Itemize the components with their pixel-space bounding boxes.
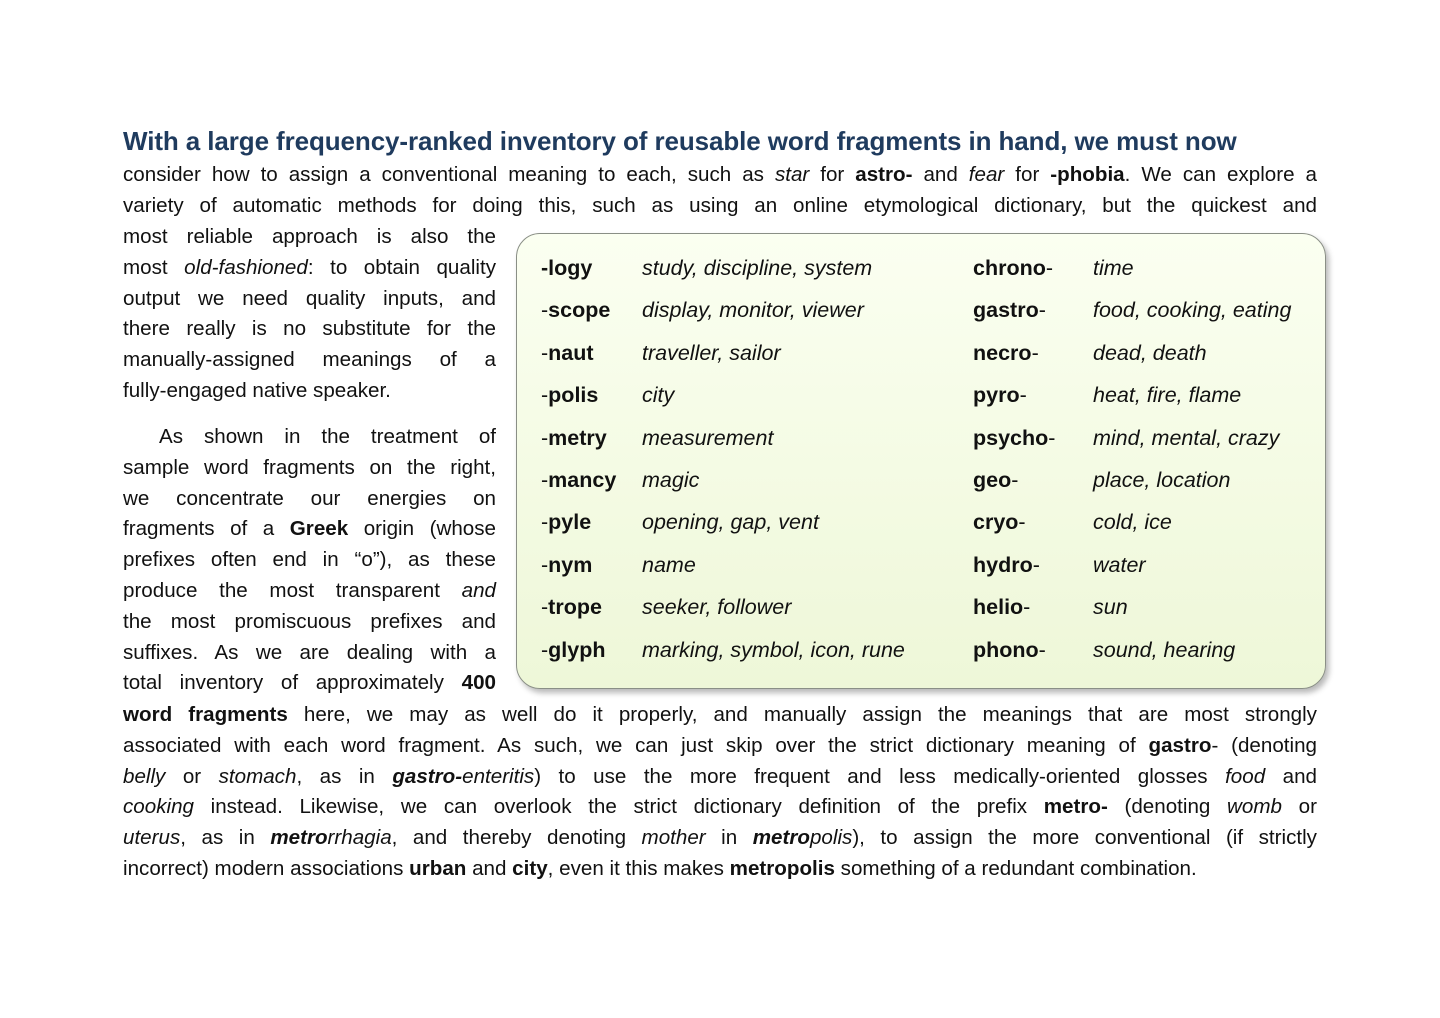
fragment-row (517, 590, 1325, 624)
text-line: most reliable approach is also the (123, 225, 496, 248)
text-line: incorrect) modern associations urban and city, even it this makes metropolis something of a redundant combination. (123, 856, 1197, 880)
page-heading: With a large frequency-ranked inventory of reusable word fragments in hand, we must now (123, 126, 1237, 156)
fragment-row (517, 548, 1325, 582)
prefix-meaning: food, cooking, eating (1093, 298, 1292, 323)
fragment-row (517, 463, 1325, 497)
prefix-meaning: heat, fire, flame (1093, 383, 1242, 408)
prefix-fragment: hydro- (973, 552, 1040, 577)
prefix-meaning: sun (1093, 595, 1128, 620)
text-line: the most promiscuous prefixes and (123, 609, 496, 633)
text-line: fully-engaged native speaker. (123, 378, 391, 402)
text-line: As shown in the treatment of (159, 425, 496, 448)
fragment-row (517, 251, 1325, 285)
text-line: fragments of a Greek origin (whose (123, 517, 496, 541)
word-fragment-table (516, 233, 1326, 689)
text-line: uterus, as in metrorrhagia, and thereby denoting mother in metropolis), to assign the more conventional (if strictly (123, 826, 1317, 850)
text-line: sample word fragments on the right, (123, 455, 496, 479)
suffix-meaning: opening, gap, vent (642, 510, 819, 535)
text-line: word fragments here, we may as well do it properly, and manually assign the meanings that are most strongly (123, 703, 1317, 726)
text-line: belly or stomach, as in gastro-enteritis) to use the more frequent and less medically-oriented glosses food and (123, 764, 1317, 788)
fragment-row (517, 421, 1325, 455)
suffix-fragment: -polis (541, 383, 599, 408)
text-line: manually-assigned meanings of a (123, 348, 496, 372)
prefix-fragment: gastro- (973, 298, 1046, 323)
prefix-fragment: geo- (973, 468, 1019, 492)
text-line: cooking instead. Likewise, we can overlook the strict dictionary definition of the prefix metro- (denoting womb or (123, 795, 1317, 819)
suffix-fragment: -naut (541, 340, 594, 365)
prefix-fragment: helio- (973, 595, 1031, 620)
prefix-meaning: place, location (1093, 468, 1231, 492)
suffix-fragment: -pyle (541, 510, 592, 535)
text-line: most old-fashioned: to obtain quality (123, 255, 496, 279)
prefix-meaning: mind, mental, crazy (1093, 425, 1280, 450)
prefix-meaning: sound, hearing (1093, 637, 1236, 662)
suffix-fragment: -metry (541, 425, 607, 450)
text-line: produce the most transparent and (123, 578, 496, 602)
text-line: there really is no substitute for the (123, 317, 496, 341)
suffix-meaning: study, discipline, system (642, 256, 873, 280)
prefix-meaning: dead, death (1093, 340, 1207, 365)
fragment-row (517, 633, 1325, 667)
left-paragraph-2 (123, 422, 496, 699)
suffix-meaning: magic (642, 468, 700, 492)
suffix-fragment: -mancy (541, 468, 617, 492)
text-line: suffixes. As we are dealing with a (123, 640, 496, 664)
suffix-meaning: city (642, 383, 675, 408)
prefix-fragment: pyro- (973, 383, 1027, 408)
suffix-meaning: measurement (642, 425, 774, 450)
left-paragraph-1 (123, 222, 496, 407)
text-line: prefixes often end in “o”), as these (123, 548, 496, 572)
prefix-fragment: psycho- (973, 425, 1056, 450)
text-line: we concentrate our energies on (123, 486, 496, 510)
suffix-fragment: -scope (541, 298, 611, 323)
text-line: associated with each word fragment. As such, we can just skip over the strict dictionary meaning of gastro- (denoting (123, 733, 1317, 757)
suffix-meaning: traveller, sailor (642, 340, 781, 365)
prefix-meaning: water (1093, 552, 1146, 577)
text-line: consider how to assign a conventional meaning to each, such as star for astro- and fear for -phobia. We can explore a (123, 163, 1317, 186)
fragment-row (517, 378, 1325, 412)
suffix-meaning: marking, symbol, icon, rune (642, 637, 905, 662)
prefix-fragment: cryo- (973, 510, 1026, 535)
suffix-fragment: -nym (541, 552, 593, 577)
suffix-meaning: display, monitor, viewer (642, 298, 864, 323)
suffix-fragment: -logy (541, 256, 593, 280)
text-line: output we need quality inputs, and (123, 286, 496, 310)
prefix-meaning: time (1093, 256, 1134, 280)
prefix-fragment: phono- (973, 637, 1046, 662)
fragment-row (517, 293, 1325, 327)
intro-paragraph (123, 160, 1317, 222)
suffix-fragment: -trope (541, 595, 602, 620)
suffix-meaning: seeker, follower (642, 595, 792, 620)
suffix-fragment: -glyph (541, 637, 606, 662)
prefix-meaning: cold, ice (1093, 510, 1172, 535)
suffix-meaning: name (642, 552, 696, 577)
prefix-fragment: necro- (973, 340, 1039, 365)
fragment-row (517, 336, 1325, 370)
text-line: total inventory of approximately 400 (123, 671, 496, 695)
prefix-fragment: chrono- (973, 256, 1054, 280)
bottom-paragraph (123, 700, 1317, 885)
text-line: variety of automatic methods for doing this, such as using an online etymological dictionary, but the quickest and (123, 193, 1317, 217)
fragment-row (517, 505, 1325, 539)
